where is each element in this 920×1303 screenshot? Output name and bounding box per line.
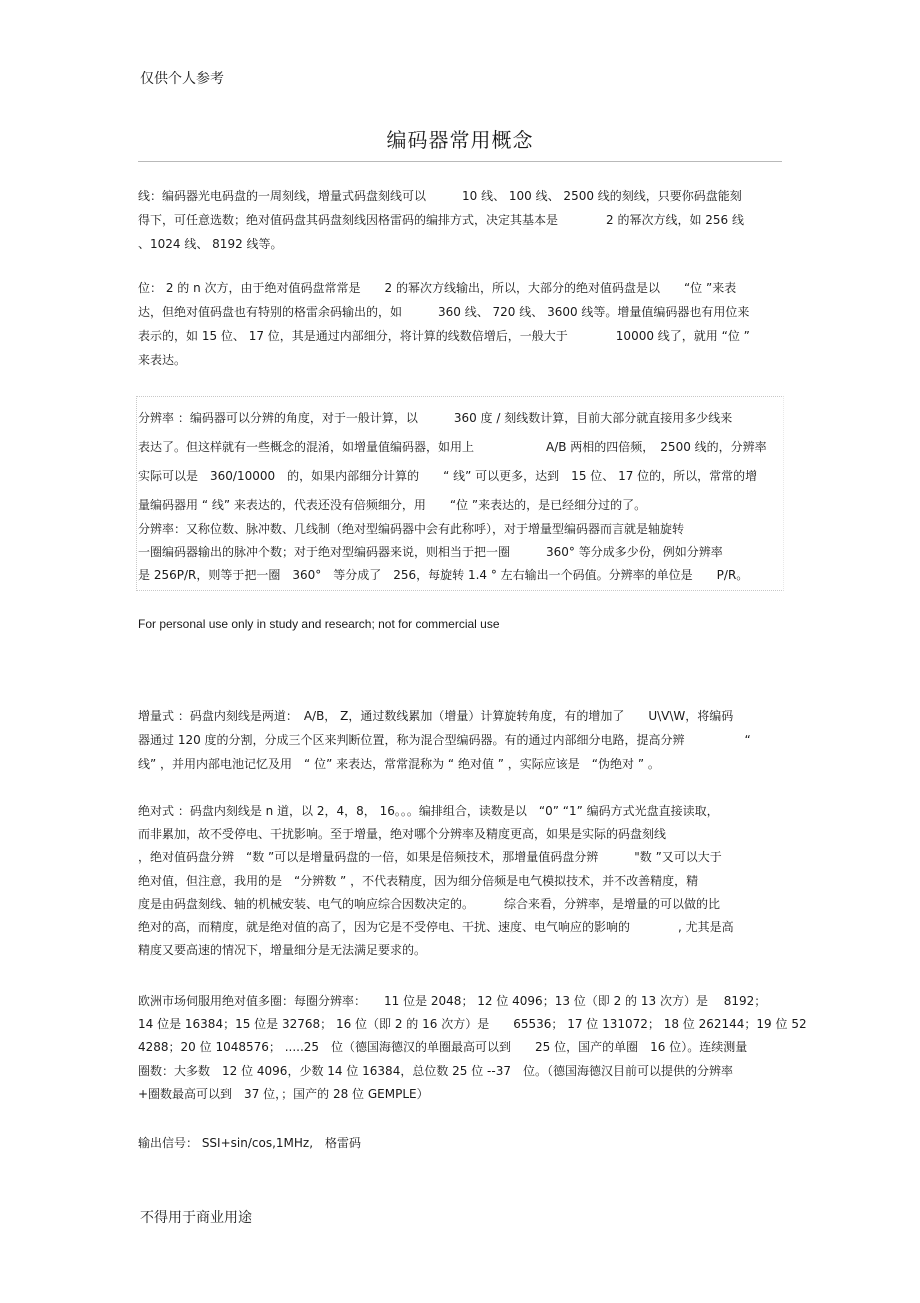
page-title: 编码器常用概念 — [386, 128, 534, 152]
paragraph-absolute — [138, 800, 782, 962]
text-line: 得下，可任意选数；绝对值码盘其码盘刻线因格雷码的编排方式，决定其基本是 2 的幂次方线，如 256 线 — [138, 213, 744, 227]
text-line: 精度又要高速的情况下，增量细分是无法满足要求的。 — [138, 943, 427, 958]
text-line: 输出信号： SSI+sin/cos,1MHz, 格雷码 — [138, 1136, 362, 1150]
text-line: 器通过 120 度的分割，分成三个区来判断位置，称为混合型编码器。有的通过内部细分电路，提高分辨 “ — [138, 733, 751, 747]
text-line: 度是由码盘刻线、轴的机械安装、电气的响应综合因数决定的。 综合来看，分辨率，是增量的可以做的比 — [138, 896, 721, 911]
text-line: 达，但绝对值码盘也有特别的格雷余码输出的，如 360 线、 720 线、 3600 线等。增量值编码器也有用位来 — [138, 305, 750, 319]
text-line: 是 256P/R，则等于把一圈 360° 等分成了 256，每旋转 1.4 ° 左右输出一个码值。分辨率的单位是 P/R。 — [138, 568, 749, 582]
text-line: 绝对式 ：码盘内刻线是 n 道，以 2，4，8， 16。。。编排组合，读数是以 “0” “1” 编码方式光盘直接读取， — [138, 804, 719, 818]
text-line: 实际可以是 360/10000 的，如果内部细分计算的 “ 线” 可以更多，达到 15 位、 17 位的，所以，常常的增 — [138, 469, 758, 483]
paragraph-line — [138, 184, 782, 256]
title-divider — [138, 161, 782, 162]
header-note: 仅供个人参考 — [140, 71, 224, 87]
paragraph-resolution — [138, 404, 782, 520]
text-line: 绝对值，但注意，我用的是 “分辨数 ” ，不代表精度，因为细分倍频是电气模拟技术，并不改善精度，精 — [138, 873, 699, 888]
text-line: 线” ，并用内部电池记忆及用 “ 位” 来表达，常常混称为 “ 绝对值 ” ，实际应该是 “伪绝对 ” 。 — [138, 757, 660, 771]
text-line: 欧洲市场伺服用绝对值多圈：每圈分辨率： 11 位是 2048； 12 位 4096；13 位（即 2 的 13 次方）是 8192； — [138, 994, 767, 1008]
text-line: 增量式 ：码盘内刻线是两道： A/B， Z，通过数线累加（增量）计算旋转角度，有的增加了 U\V\W，将编码 — [138, 709, 734, 723]
text-line: 一圈编码器输出的脉冲个数；对于绝对型编码器来说，则相当于把一圈 360° 等分成多少份，例如分辨率 — [138, 545, 723, 559]
text-line: 、1024 线、 8192 线等。 — [138, 237, 283, 251]
text-line: ，绝对值码盘分辨 “数 ”可以是增量码盘的一倍，如果是倍频技术，那增量值码盘分辨 "数 ”又可以大于 — [138, 850, 722, 865]
text-line: 表示的，如 15 位、 17 位，其是通过内部细分，将计算的线数倍增后，一般大于 10000 线了，就用 “位 ” — [138, 329, 750, 343]
text-line: 量编码器用 “ 线” 来表达的，代表还没有倍频细分，用 “位 ”来表达的，是已经细分过的了。 — [138, 498, 647, 512]
footer-note: 不得用于商业用途 — [140, 1210, 252, 1226]
paragraph-market — [138, 990, 807, 1106]
text-line: 位： 2 的 n 次方，由于绝对值码盘常常是 2 的幂次方线输出，所以，大部分的绝对值码盘是以 “位 ”来表 — [138, 281, 737, 295]
paragraph-output — [138, 1131, 782, 1155]
paragraph-bit — [138, 276, 782, 372]
text-line: 而非累加，故不受停电、干扰影响。至于增量，绝对哪个分辨率及精度更高，如果是实际的码盘刻线 — [138, 827, 667, 842]
text-line: 分辨率：又称位数、脉冲数、几线制（绝对型编码器中会有此称呼），对于增量型编码器而言就是轴旋转 — [138, 522, 685, 536]
usage-notice: For personal use only in study and research; not for commercial use — [138, 617, 500, 631]
paragraph-incremental — [138, 704, 782, 776]
text-line: 4288；20 位 1048576； .....25 位（德国海德汉的单圈最高可以到 25 位，国产的单圈 16 位）。连续测量 — [138, 1040, 748, 1055]
text-line: 来表达。 — [138, 353, 187, 367]
text-line: 表达了。但这样就有一些概念的混淆，如增量值编码器，如用上 A/B 两相的四倍频， 2500 线的，分辨率 — [138, 440, 767, 454]
text-line: 线：编码器光电码盘的一周刻线，增量式码盘刻线可以 10 线、 100 线、 2500 线的刻线，只要你码盘能刻 — [138, 189, 742, 203]
text-line: 分辨率 ：编码器可以分辨的角度，对于一般计算，以 360 度 / 刻线数计算，目前大部分就直接用多少线来 — [138, 411, 733, 425]
text-line: 14 位是 16384；15 位是 32768； 16 位（即 2 的 16 次方）是 65536； 17 位 131072； 18 位 262144；19 位 52 — [138, 1017, 807, 1032]
text-line: 圈数：大多数 12 位 4096，少数 14 位 16384，总位数 25 位 --37 位。（德国海德汉目前可以提供的分辨率 — [138, 1063, 733, 1078]
paragraph-resolution-definition — [138, 518, 782, 587]
text-line: 绝对的高，而精度，就是绝对值的高了，因为它是不受停电、干扰、速度、电气响应的影响的 , 尤其是高 — [138, 919, 734, 934]
text-line: +圈数最高可以到 37 位，；国产的 28 位 GEMPLE） — [138, 1086, 429, 1101]
